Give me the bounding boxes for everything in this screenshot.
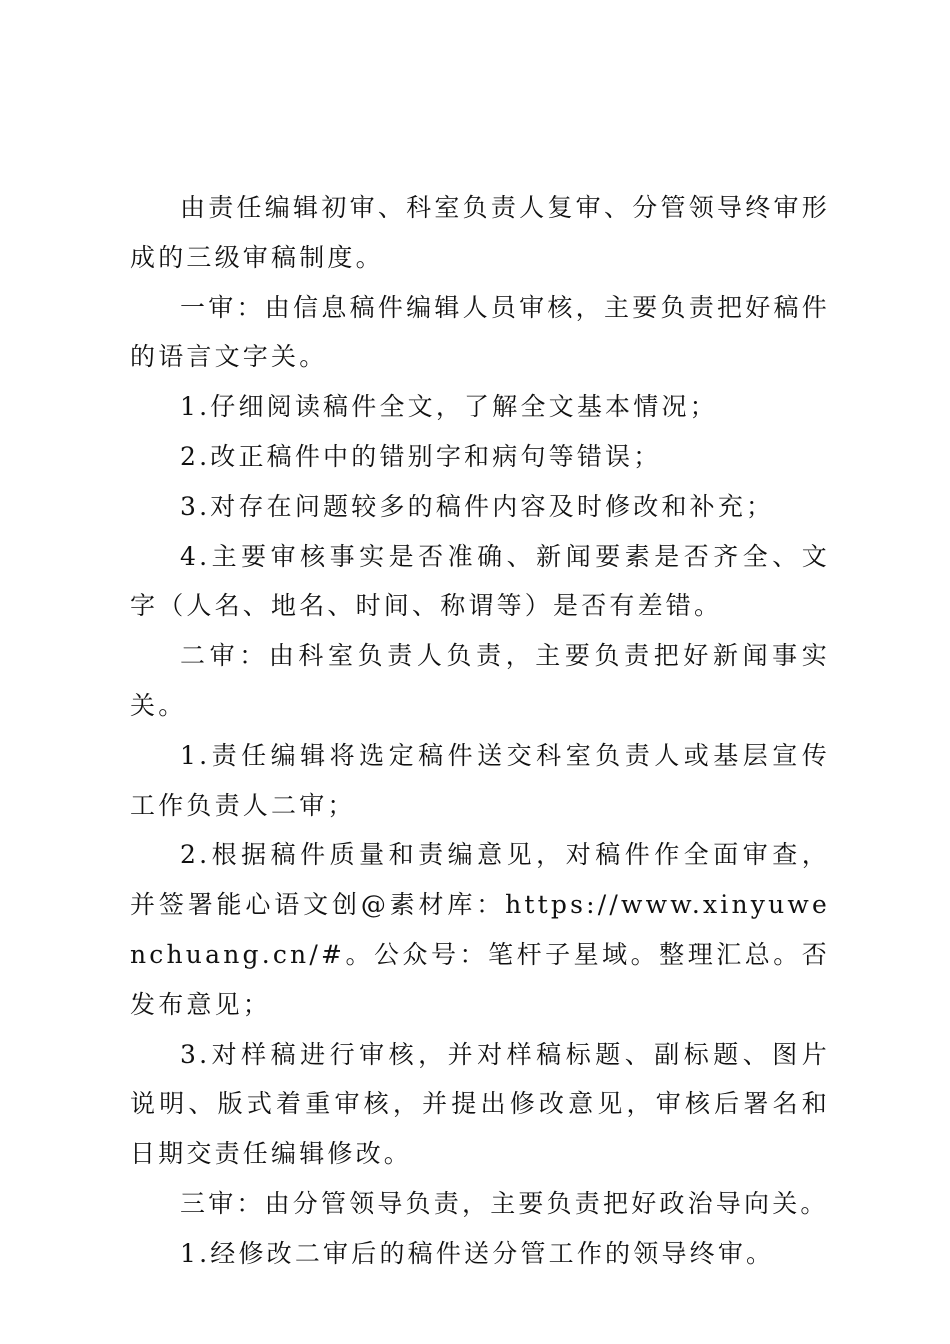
- paragraph-second-review-item-1: 1.责任编辑将选定稿件送交科室负责人或基层宣传工作负责人二审；: [130, 740, 830, 820]
- paragraph-first-review-item-2: 2.改正稿件中的错别字和病句等错误；: [180, 441, 662, 471]
- paragraph-second-review-item-2: 2.根据稿件质量和责编意见，对稿件作全面审查，并签署能心语文创@素材库：https://www.xinyuwenchuang.cn/#。公众号：笔杆子星域。整理汇总。否发布意见；: [130, 840, 830, 1019]
- paragraph-first-review: 一审：由信息稿件编辑人员审核，主要负责把好稿件的语言文字关。: [130, 292, 830, 372]
- paragraph-third-review: 三审：由分管领导负责，主要负责把好政治导向关。: [180, 1188, 829, 1218]
- document-body: [130, 183, 830, 1279]
- paragraph-second-review: 二审：由科室负责人负责，主要负责把好新闻事实关。: [130, 641, 830, 720]
- paragraph-intro: 由责任编辑初审、科室负责人复审、分管领导终审形成的三级审稿制度。: [130, 193, 830, 272]
- paragraph-first-review-item-4: 4.主要审核事实是否准确、新闻要素是否齐全、文字（人名、地名、时间、称谓等）是否有差错。: [130, 541, 830, 621]
- paragraph-first-review-item-3: 3.对存在问题较多的稿件内容及时修改和补充；: [180, 491, 775, 521]
- paragraph-second-review-item-3: 3.对样稿进行审核，并对样稿标题、副标题、图片说明、版式着重审核，并提出修改意见，审核后署名和日期交责任编辑修改。: [130, 1039, 830, 1169]
- paragraph-third-review-item-1: 1.经修改二审后的稿件送分管工作的领导终审。: [180, 1238, 775, 1268]
- paragraph-first-review-item-1: 1.仔细阅读稿件全文，了解全文基本情况；: [180, 392, 718, 422]
